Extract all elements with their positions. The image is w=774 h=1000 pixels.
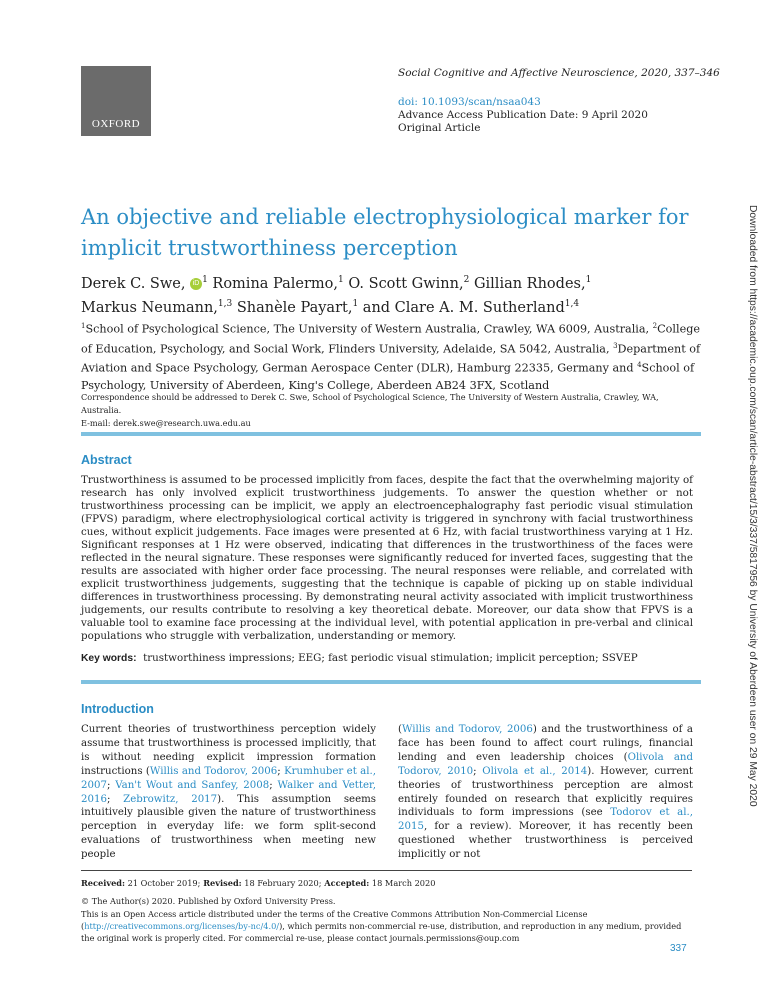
affiliation: Department of Aviation and Space Psychology, German Aerospace Center (DLR), Hamburg 22335, Germany and [81, 342, 701, 376]
affil-mark: 2 [652, 322, 658, 330]
body-text: ; [106, 793, 124, 805]
intro-left-column [81, 723, 376, 862]
affil-mark: 1 [81, 322, 86, 330]
author-name[interactable]: O. Scott Gwinn, [343, 275, 464, 292]
body-text: ). This assumption seems intuitively plausible given the nature of trustworthiness perception in everyday life: we form split-second evaluations of trustworthiness when meeting new people [81, 793, 377, 861]
body-text: , for a review). Moreover, it has recently been questioned whether trustworthiness is perceived implicitly or not [398, 821, 693, 861]
abstract-heading: Abstract [81, 453, 132, 467]
author-affil-mark: 1,4 [564, 298, 580, 309]
article-title: An objective and reliable electrophysiological marker for implicit trustworthiness perception [81, 205, 689, 260]
body-text: ; [277, 765, 285, 777]
body-text: ( [398, 724, 402, 735]
license-text: ), which permits non-commercial re-use, distribution, and reproduction in any medium, provided the original work is properly cited. For commercial re-use, please contact journals.permissions@oup.com [81, 920, 682, 943]
orcid-icon[interactable]: iD [190, 278, 202, 290]
body-text: ) and the trustworthiness of a face has been found to affect court rulings, financial lending and even leadership choices ( [398, 724, 693, 763]
author-affil-mark: 1 [352, 298, 359, 309]
citation-link[interactable]: Willis and Todorov, 2006 [149, 765, 278, 777]
citation-link[interactable]: Walker and Vetter, 2016 [81, 779, 377, 805]
citation-link[interactable]: Todorov et al., 2015 [398, 807, 693, 833]
section-divider [81, 432, 701, 436]
author-name[interactable]: Markus Neumann, [81, 299, 218, 316]
affiliation: School of Psychology, University of Aberdeen, King's College, Aberdeen AB24 3FX, Scotland [81, 362, 695, 393]
author-list [81, 270, 701, 318]
author-name[interactable]: Shanèle Payart, [232, 299, 353, 316]
download-note: Downloaded from https://academic.oup.com/scan/article-abstract/15/3/337/5817956 by University of Aberdeen user on 29 May 2020 [747, 205, 758, 807]
author-affil-mark: 1 [202, 275, 208, 285]
article-dates [81, 878, 693, 890]
page-number: 337 [670, 943, 687, 954]
body-text: ; [473, 765, 483, 777]
abstract-text: Trustworthiness is assumed to be processed implicitly from faces, despite the fact that the overwhelming majority of research has only involved explicit trustworthiness judgements. To answer the question whether or not trustworthiness processing can be implicit, we apply an electroencephalography fast periodic visual stimulation (FPVS) paradigm, where electrophysiological cortical activity is triggered in synchrony with facial trustworthiness cues, without explicit judgements. Face images were presented at 6 Hz, with facial trustworthiness varying at 1 Hz. Significant responses at 1 Hz were observed, indicating that differences in the trustworthiness of the faces were reflected in the neural signature. These responses were significantly reduced for inverted faces, suggesting that the results are associated with higher order face processing. The neural responses were reliable, and correlated with explicit trustworthiness judgements, suggesting that the technique is capable of picking up on stable individual differences in trustworthiness processing. By demonstrating neural activity associated with implicit trustworthiness judgements, our results contribute to resolving a key theoretical debate. Moreover, our data show that FPVS is a valuable tool to examine face processing at the individual level, with potential application in pre-verbal and clinical populations who struggle with verbalization, understanding or memory. [81, 474, 693, 642]
intro-right-column [398, 723, 693, 862]
license-notice [81, 909, 693, 944]
citation-link[interactable]: Van't Wout and Sanfey, 2008 [115, 779, 270, 791]
license-link[interactable]: http://creativecommons.org/licenses/by-nc/4.0/ [84, 920, 280, 931]
author-name[interactable]: Derek C. Swe, [81, 275, 186, 292]
correspondence-email[interactable]: E-mail: derek.swe@research.uwa.edu.au [81, 418, 251, 428]
citation-link[interactable]: Olivola et al., 2014 [482, 765, 588, 777]
citation-link[interactable]: Olivola and Todorov, 2010 [398, 751, 693, 777]
author-name[interactable]: and Clare A. M. Sutherland [358, 299, 565, 316]
citation-link[interactable]: Willis and Todorov, 2006 [401, 724, 533, 735]
author-affil-mark: 1 [585, 275, 592, 285]
affil-mark: 3 [613, 341, 618, 350]
section-divider [81, 680, 701, 684]
keywords [81, 652, 693, 665]
advance-access-date: Advance Access Publication Date: 9 April 2020 [398, 109, 648, 121]
download-watermark [744, 205, 758, 807]
author-affil-mark: 1,3 [217, 298, 233, 309]
affil-mark: 4 [637, 361, 642, 370]
copyright-notice: © The Author(s) 2020. Published by Oxford University Press. [81, 896, 336, 906]
body-text: ). However, current theories of trustworthiness perception are almost entirely founded on research that explicitly requires individuals to form impressions (see [398, 765, 694, 819]
author-affil-mark: 1 [338, 275, 344, 285]
citation-link[interactable]: Zebrowitz, 2017 [123, 793, 218, 805]
doi-link[interactable]: doi: 10.1093/scan/nsaa043 [398, 96, 541, 108]
article-type: Original Article [398, 122, 481, 134]
affiliation: College of Education, Psychology, and Social Work, Flinders University, Adelaide, SA 5042, Australia, [81, 322, 700, 356]
author-name[interactable]: Romina Palermo, [207, 275, 339, 292]
footer-divider [81, 870, 692, 871]
keywords-text: trustworthiness impressions; EEG; fast periodic visual stimulation; implicit perception; SSVEP [143, 652, 638, 664]
accepted-date: 18 March 2020 [369, 878, 436, 888]
affiliation: School of Psychological Science, The University of Western Australia, Crawley, WA 6009, Australia, [85, 322, 653, 336]
body-text: ; [106, 779, 116, 791]
oxford-logo [81, 66, 151, 136]
received-date: 21 October 2019; [125, 878, 201, 888]
correspondence [81, 391, 701, 430]
received-label: Received: [81, 878, 126, 888]
keywords-label: Key words: [81, 653, 137, 664]
affiliations [81, 318, 701, 394]
introduction-heading: Introduction [81, 702, 154, 716]
logo-text: OXFORD [91, 118, 141, 130]
license-text: This is an Open Access article distributed under the terms of the Creative Commons Attribution Non-Commercial License ( [81, 909, 588, 931]
body-text: Current theories of trustworthiness perception widely assume that trustworthiness is processed implicitly, that is without needing explicit impression formation instructions ( [81, 724, 376, 777]
author-affil-mark: 2 [463, 275, 470, 285]
body-text: ; [269, 779, 278, 791]
accepted-label: Accepted: [321, 878, 370, 888]
correspondence-address: Correspondence should be addressed to Derek C. Swe, School of Psychological Science, The University of Western Australia, Crawley, WA, Australia. [81, 392, 659, 415]
revised-label: Revised: [200, 878, 242, 888]
journal-citation: Social Cognitive and Affective Neuroscience, 2020, 337–346 [398, 67, 720, 79]
citation-link[interactable]: Krumhuber et al., 2007 [81, 765, 376, 791]
author-name[interactable]: Gillian Rhodes, [469, 275, 586, 292]
revised-date: 18 February 2020; [241, 878, 322, 888]
